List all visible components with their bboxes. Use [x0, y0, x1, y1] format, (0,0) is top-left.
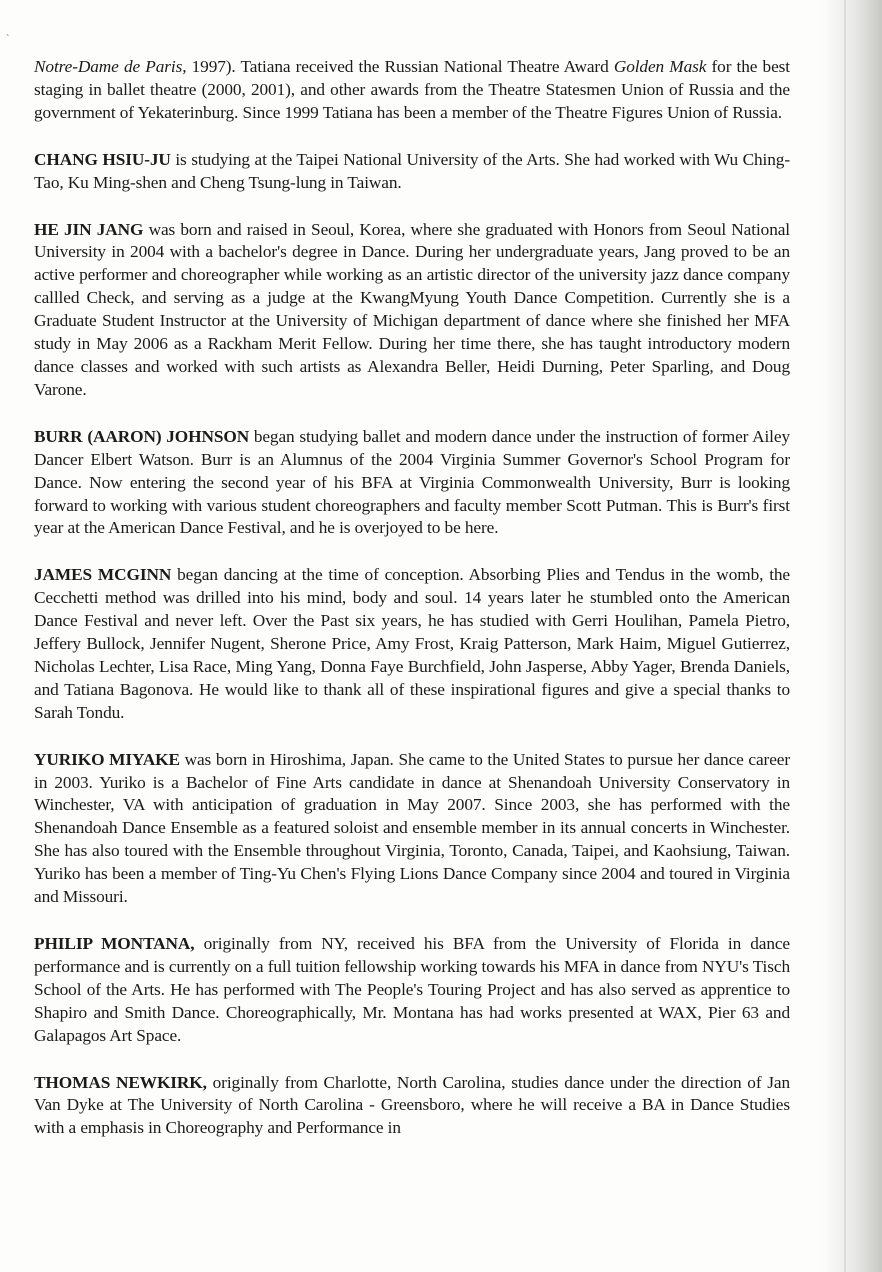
bio-name: PHILIP MONTANA, — [34, 934, 195, 953]
bio-chang-hsiu-ju — [34, 149, 790, 195]
bio-tatiana-text-2: for the best staging in ballet theatre (2000, 2001), and other awards from the Theatre Statesmen Union of Russia and the government of Yekaterinburg. Since 1999 Tatiana has been a member of the Theatre Figures Union of Russia. — [34, 57, 790, 122]
bio-name: YURIKO MIYAKE — [34, 749, 180, 769]
bio-text: began dancing at the time of conception. Absorbing Plies and Tendus in the womb, the Cecchetti method was drilled into his mind, body and soul. 14 years later he stumbled onto the American Dance Festival and never left. Over the Past six years, he has studied with Gerri Houlihan, Pamela Pietro, Jeffery Bullock, Jennifer Nugent, Sherone Price, Amy Frost, Kraig Patterson, Mark Haim, Miguel Gutierrez, Nicholas Lechter, Lisa Race, Ming Yang, Donna Faye Burchfield, John Jasperse, Abby Yager, Brenda Daniels, and Tatiana Bagonova. He would like to thank all of these inspirational figures and give a special thanks to Sarah Tondu. — [34, 565, 791, 722]
bio-tatiana-title-1: Notre-Dame de Paris, — [34, 57, 187, 76]
bio-tatiana-continued — [34, 56, 790, 125]
bio-text: originally from NY, received his BFA from the University of Florida in dance performance and is currently on a full tuition fellowship working towards his MFA in dance from NYU's Tisch School of the Arts. He has performed with The People's Touring Project and has also served as apprentice to Shapiro and Smith Dance. Choreographically, Mr. Montana has had works presented at WAX, Pier 63 and Galapagos Art Space. — [34, 934, 790, 1045]
bio-text: is studying at the Taipei National University of the Arts. She had worked with Wu Ching-Tao, Ku Ming-shen and Cheng Tsung-lung in Taiwan. — [34, 149, 790, 192]
bio-philip-montana — [34, 933, 790, 1048]
bio-name: CHANG HSIU-JU — [34, 149, 171, 169]
bio-james-mcginn — [34, 564, 790, 724]
page-edge-line — [844, 0, 846, 1272]
bio-burr-johnson — [34, 426, 790, 541]
page-edge-shadow — [822, 0, 882, 1272]
bio-yuriko-miyake — [34, 749, 790, 909]
bio-he-jin-jang — [34, 219, 790, 402]
bio-name: THOMAS NEWKIRK, — [34, 1072, 207, 1092]
bio-text: was born and raised in Seoul, Korea, where she graduated with Honors from Seoul National University in 2004 with a bachelor's degree in Dance. During her undergraduate years, Jang proved to be an active performer and choreographer while working as an artistic director of the university jazz dance company callled Check, and serving as a judge at the KwangMyung Youth Dance Competition. Currently she is a Graduate Student Instructor at the University of Michigan department of dance where she finished her MFA study in May 2006 as a Rackham Merit Fellow. During her time there, she has taught introductory modern dance classes and worked with such artists as Alexandra Beller, Heidi Durning, Peter Sparling, and Doug Varone. — [34, 219, 791, 399]
bio-tatiana-text-1: 1997). Tatiana received the Russian National Theatre Award — [186, 57, 614, 76]
bio-name: BURR (AARON) JOHNSON — [34, 426, 250, 446]
bio-text: was born in Hiroshima, Japan. She came to the United States to pursue her dance career in 2003. Yuriko is a Bachelor of Fine Arts candidate in dance at Shenandoah University Conservatory in Winchester, VA with anticipation of graduation in May 2007. Since 2003, she has performed with the Shenandoah Dance Ensemble as a featured soloist and ensemble member in its annual concerts in Winchester. She has also toured with the Ensemble throughout Virginia, Toronto, Canada, Taipei, and Kaohsiung, Taiwan. Yuriko has been a member of Ting-Yu Chen's Flying Lions Dance Company since 2004 and toured in Virginia and Missouri. — [34, 749, 791, 907]
scan-speck: ` — [6, 34, 10, 45]
bio-list — [34, 56, 790, 1164]
bio-tatiana-award: Golden Mask — [613, 57, 707, 76]
bio-text: began studying ballet and modern dance under the instruction of former Ailey Dancer Elbert Watson. Burr is an Alumnus of the 2004 Virginia Summer Governor's School Program for Dance. Now entering the second year of his BFA at Virginia Commonwealth University, Burr is looking forward to working with various student choreographers and faculty member Scott Putman. This is Burr's first year at the American Dance Festival, and he is overjoyed to be here. — [34, 426, 790, 538]
bio-name: JAMES MCGINN — [34, 565, 172, 585]
bio-text: originally from Charlotte, North Carolina, studies dance under the direction of Jan Van Dyke at The University of North Carolina - Greensboro, where he will receive a BA in Dance Studies with a emphasis in Choreography and Performance in — [34, 1072, 790, 1138]
bio-thomas-newkirk — [34, 1072, 790, 1141]
bio-name: HE JIN JANG — [34, 219, 144, 239]
